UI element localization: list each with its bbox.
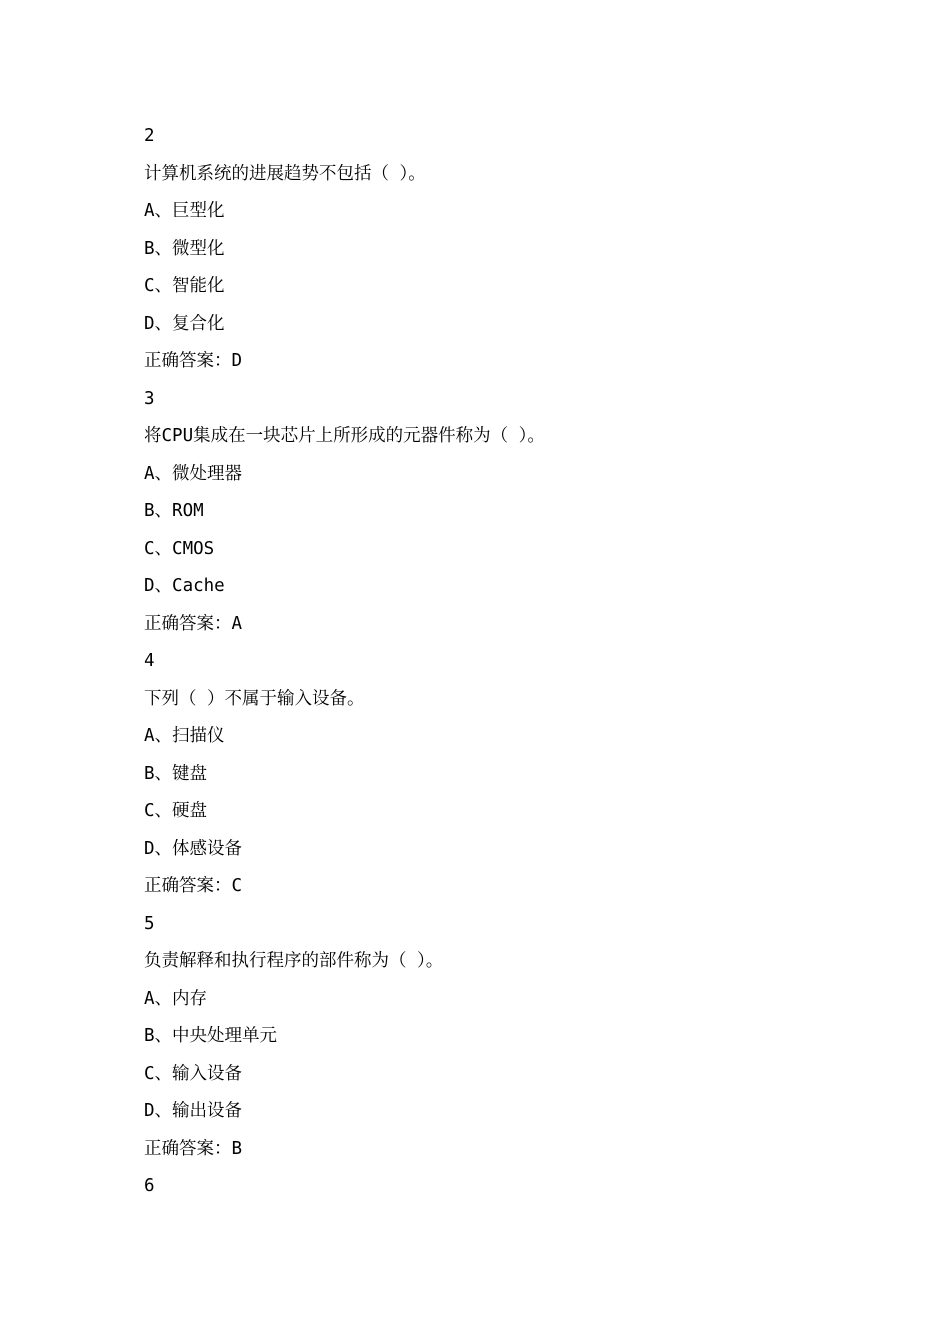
option-d: D、Cache: [144, 576, 225, 596]
correct-answer: 正确答案：B: [144, 1138, 243, 1159]
option-d: D、复合化: [144, 313, 225, 334]
option-c: C、智能化: [144, 276, 225, 296]
correct-answer: 正确答案：C: [144, 876, 243, 896]
option-c: C、CMOS: [144, 538, 215, 559]
question-stem: 负责解释和执行程序的部件称为（ ）。: [144, 951, 444, 971]
option-a: A、巨型化: [144, 201, 225, 221]
question-number: 6: [144, 1176, 155, 1196]
question-number: 5: [144, 913, 155, 934]
option-b: B、微型化: [144, 238, 225, 259]
question-stem: 计算机系统的进展趋势不包括（ ）。: [144, 163, 426, 184]
option-c: C、输入设备: [144, 1063, 243, 1084]
correct-answer: 正确答案：A: [144, 613, 243, 634]
option-a: A、微处理器: [144, 463, 243, 484]
option-d: D、体感设备: [144, 838, 243, 859]
option-b: B、ROM: [144, 501, 204, 521]
option-b: B、中央处理单元: [144, 1026, 278, 1046]
option-a: A、扫描仪: [144, 726, 225, 746]
question-stem: 下列（ ）不属于输入设备。: [144, 688, 365, 709]
question-list: [144, 118, 904, 1206]
option-c: C、硬盘: [144, 801, 208, 821]
correct-answer: 正确答案：D: [144, 351, 243, 371]
option-a: A、内存: [144, 988, 208, 1009]
question-number: 4: [144, 651, 155, 671]
question-number: 3: [144, 388, 155, 409]
question-stem: 将CPU集成在一块芯片上所形成的元器件称为（ ）。: [144, 426, 545, 446]
option-d: D、输出设备: [144, 1101, 243, 1121]
question-number: 2: [144, 126, 155, 146]
option-b: B、键盘: [144, 763, 208, 784]
